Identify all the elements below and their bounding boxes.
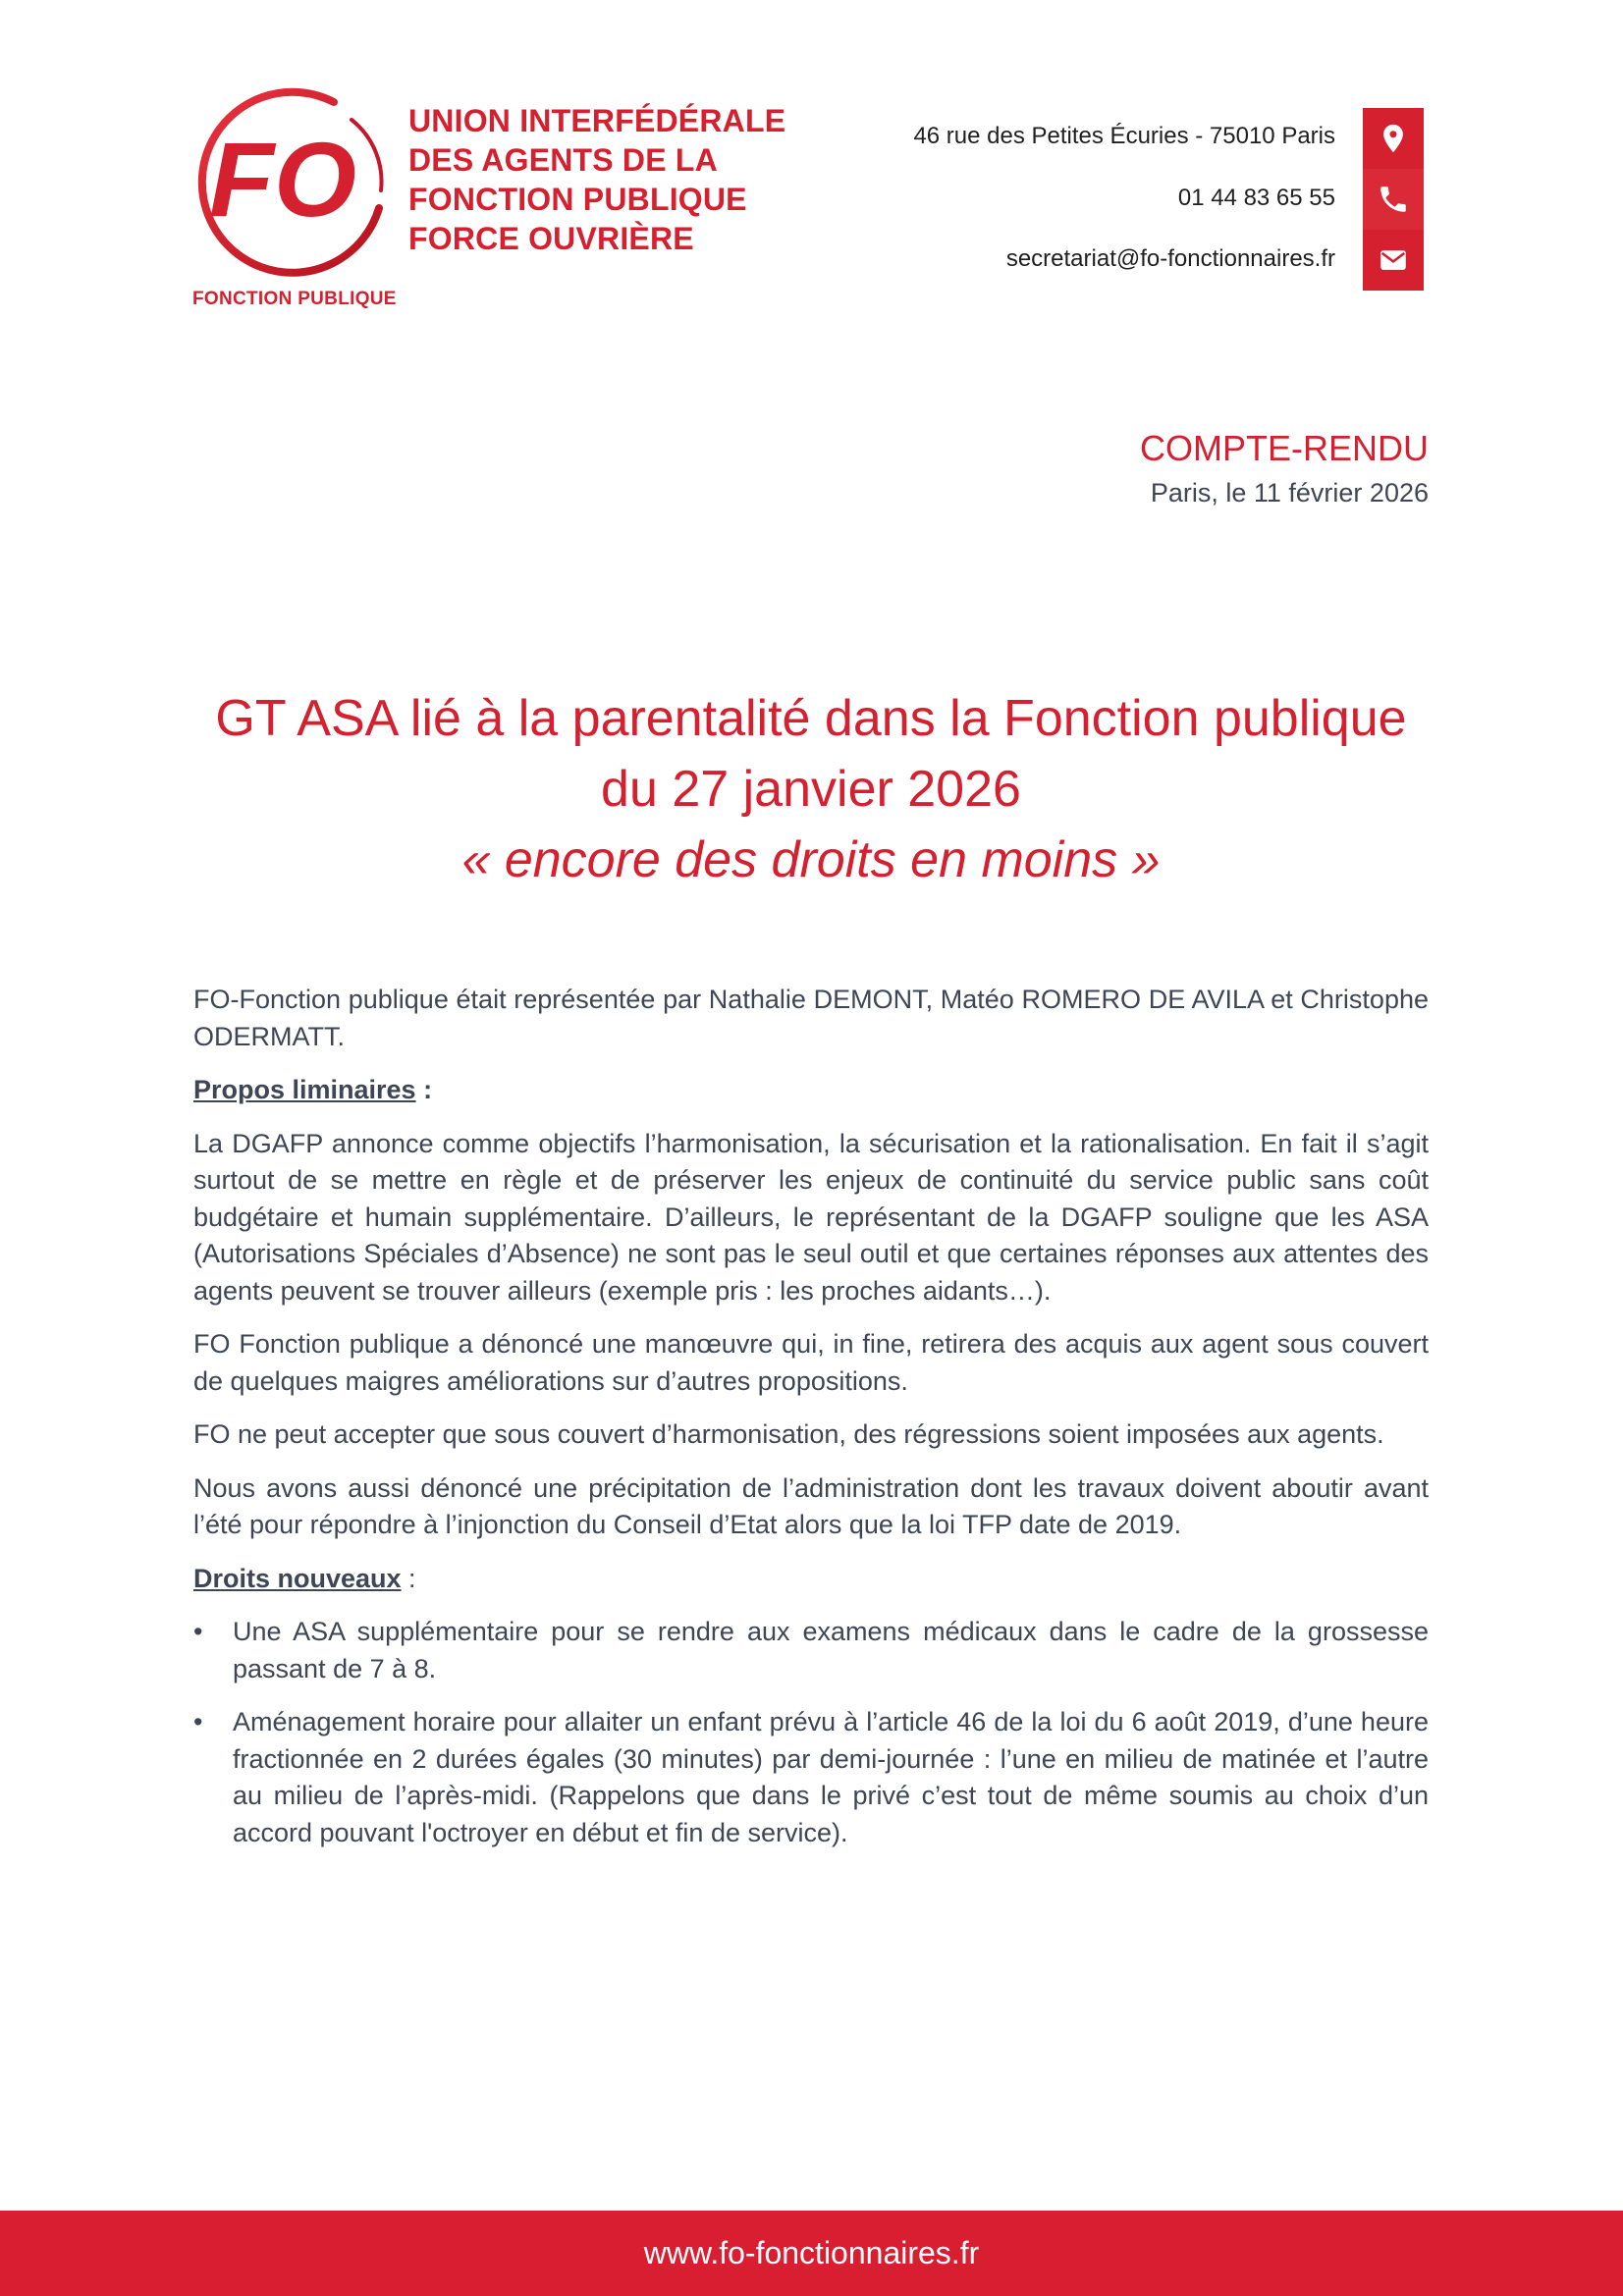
org-name-line: DES AGENTS DE LA — [408, 142, 718, 178]
section-title: Propos liminaires — [193, 1075, 416, 1104]
document-title: GT ASA lié à la parentalité dans la Fonction publique — [215, 690, 1407, 747]
list-item — [193, 1614, 1429, 1687]
footer-website-link[interactable]: www.fo-fonctionnaires.fr — [643, 2235, 980, 2270]
section-heading-droits — [193, 1561, 1429, 1598]
document-subtitle: « encore des droits en moins » — [461, 831, 1161, 888]
contact-address: 46 rue des Petites Écuries - 75010 Paris — [913, 123, 1335, 149]
document-title-date: du 27 janvier 2026 — [601, 761, 1021, 818]
org-name-line: FORCE OUVRIÈRE — [408, 221, 694, 256]
contact-email[interactable]: secretariat@fo-fonctionnaires.fr — [1005, 245, 1335, 272]
list-item-text: Une ASA supplémentaire pour se rendre aux examens médicaux dans le cadre de la grossesse passant de 7 à 8. — [233, 1617, 1429, 1683]
logo-text: FO — [209, 120, 356, 239]
body-paragraph: FO ne peut accepter que sous couvert d’harmonisation, des régressions soient imposées aux agents. — [193, 1419, 1384, 1449]
document-type: COMPTE-RENDU — [1140, 428, 1429, 468]
logo-caption: FONCTION PUBLIQUE — [192, 289, 397, 309]
contact-phone[interactable]: 01 44 83 65 55 — [1177, 185, 1335, 211]
envelope-icon — [1363, 230, 1424, 291]
fo-logo — [187, 80, 398, 287]
organization-name — [408, 101, 785, 258]
footer-bar — [0, 2211, 1623, 2296]
body-paragraph: Nous avons aussi dénoncé une précipitation de l’administration dont les travaux doivent aboutir avant l’été pour répondre à l’injonction du Conseil d’Etat alors que la loi TFP date de 2019. — [193, 1472, 1429, 1539]
org-name-line: FONCTION PUBLIQUE — [408, 182, 747, 217]
section-heading-propos — [193, 1072, 1429, 1109]
section-colon: : — [401, 1563, 416, 1593]
bullet-icon: • — [193, 1707, 203, 1736]
list-item — [193, 1704, 1429, 1851]
body-paragraph: FO Fonction publique a dénoncé une manœuvre qui, in fine, retirera des acquis aux agent sous couvert de quelques maigres améliorations sur d’autres propositions. — [193, 1329, 1429, 1396]
list-item-text: Aménagement horaire pour allaiter un enfant prévu à l’article 46 de la loi du 6 août 2019, d’une heure fractionnée en 2 durées égales (30 minutes) par demi-journée : l’une en milieu de matinée et l’autre au milieu de l’après-midi. (Rappelons que dans le privé c’est tout de même soumis au choix d’un accord pouvant l'octroyer en début et fin de service). — [233, 1707, 1429, 1847]
location-pin-icon — [1363, 108, 1424, 169]
section-colon: : — [415, 1075, 433, 1104]
document-body — [193, 982, 1429, 1868]
intro-paragraph: FO-Fonction publique était représentée par Nathalie DEMONT, Matéo ROMERO DE AVILA et Christophe ODERMATT. — [193, 985, 1429, 1051]
org-name-line: UNION INTERFÉDÉRALE — [408, 103, 786, 138]
section-title: Droits nouveaux — [193, 1563, 402, 1593]
bullet-icon: • — [193, 1617, 203, 1646]
body-paragraph: La DGAFP annonce comme objectifs l’harmonisation, la sécurisation et la rationalisation. En fait il s’agit surtout de se mettre en règle et de préserver les enjeux de continuité du service public sans coût budgétaire et humain supplémentaire. D’ailleurs, le représentant de la DGAFP souligne que les ASA (Autorisations Spéciales d’Absence) ne sont pas le seul outil et que certaines réponses aux attentes des agents peuvent se trouver ailleurs (exemple pris : les proches aidants…). — [193, 1128, 1429, 1306]
rights-list — [193, 1614, 1429, 1851]
phone-icon — [1363, 169, 1424, 230]
document-date: Paris, le 11 février 2026 — [1150, 478, 1429, 507]
